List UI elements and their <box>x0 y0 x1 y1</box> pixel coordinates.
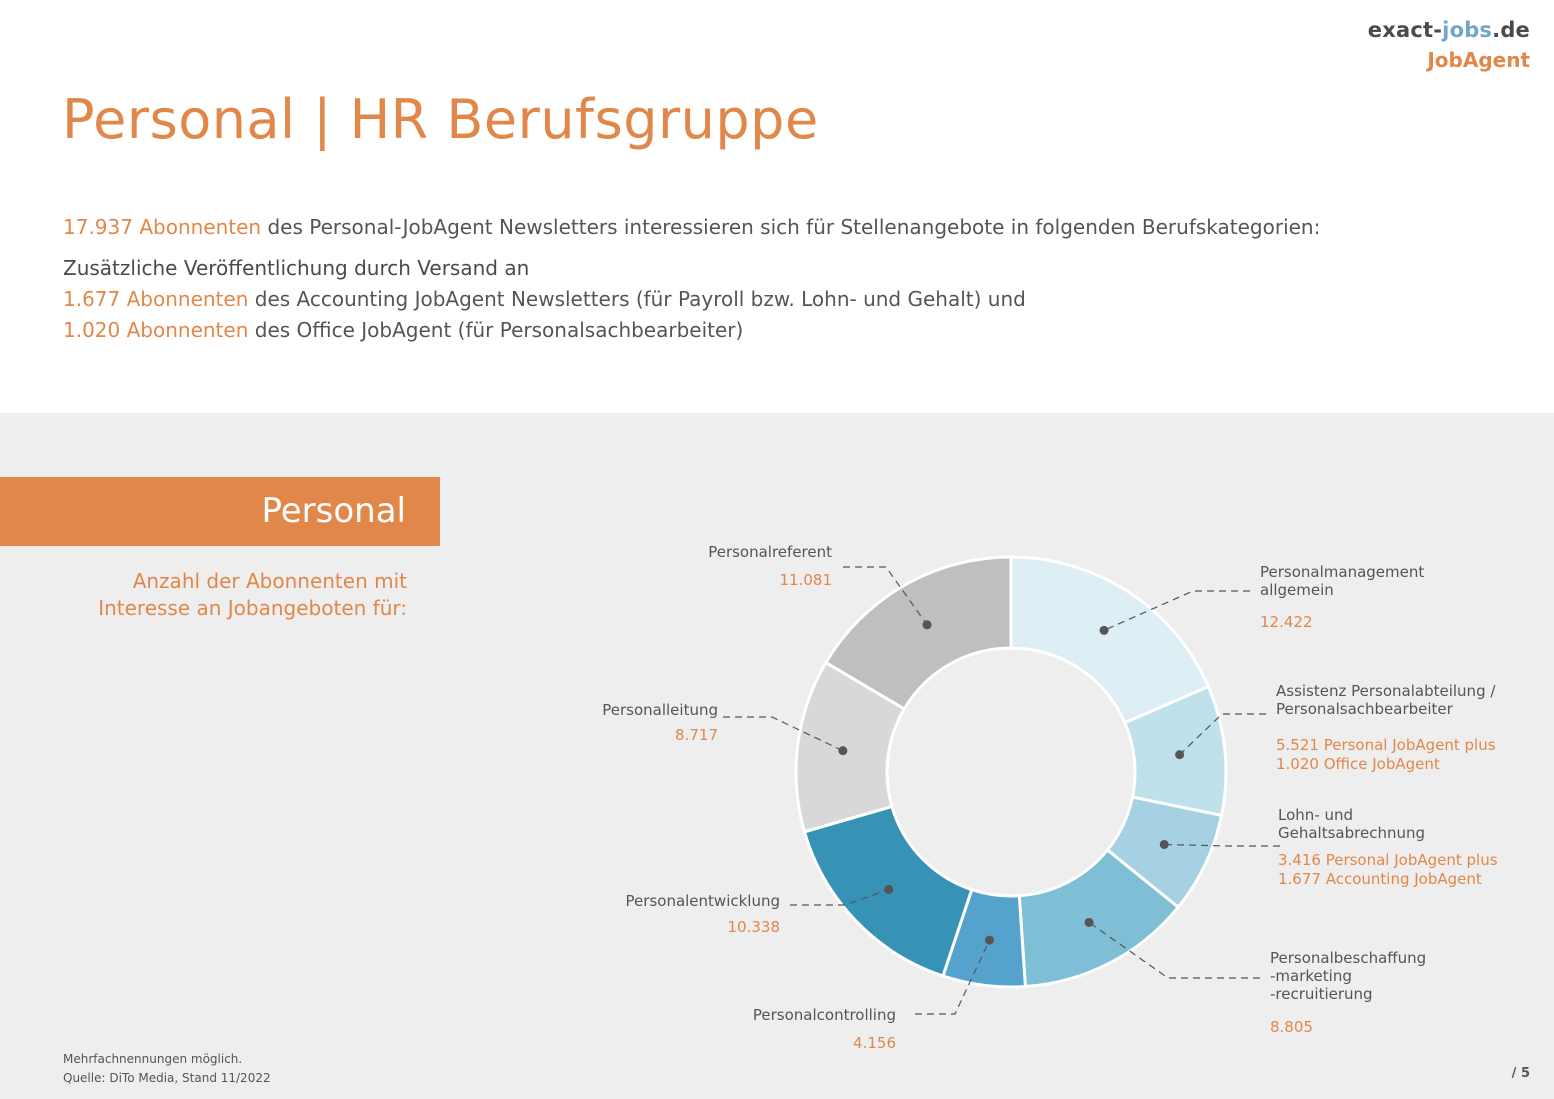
slice-value: 4.156 <box>853 1034 896 1052</box>
logo-part-domain: .de <box>1492 18 1530 42</box>
slice-value: 8.805 <box>1270 1018 1313 1036</box>
footnote-line-1: Mehrfachnennungen möglich. <box>63 1052 243 1066</box>
slice-value: 3.416 Personal JobAgent plus 1.677 Accounting JobAgent <box>1278 851 1498 888</box>
slice-label: Personalbeschaffung -marketing -recruitierung <box>1270 949 1427 1003</box>
intro-rest-3: des Accounting JobAgent Newsletters (für Payroll bzw. Lohn- und Gehalt) und <box>248 287 1026 311</box>
leader-dot <box>985 936 994 945</box>
leader-dot <box>884 885 893 894</box>
section-title: Personal <box>0 477 440 546</box>
slice-value: 10.338 <box>727 918 780 936</box>
slice-value: 5.521 Personal JobAgent plus 1.020 Office JobAgent <box>1276 736 1496 773</box>
slice-label: Lohn- und Gehaltsabrechnung <box>1278 806 1425 842</box>
intro-highlight-4: 1.020 Abonnenten <box>63 318 249 342</box>
logo-part-exact: exact- <box>1367 18 1443 42</box>
slice-label: Personalreferent <box>708 543 832 561</box>
slice-value: 11.081 <box>779 571 832 589</box>
leader-dot <box>1175 750 1184 759</box>
leader-dot <box>923 620 932 629</box>
page-title: Personal | HR Berufsgruppe <box>62 88 819 151</box>
leader-dot <box>838 746 847 755</box>
intro-line-2: Zusätzliche Veröffentlichung durch Versand an <box>63 256 530 280</box>
slice-label: Personalcontrolling <box>752 1006 896 1024</box>
page-number: / 5 <box>1511 1066 1530 1081</box>
leader-dot <box>1160 840 1169 849</box>
intro-rest-4: des Office JobAgent (für Personalsachbearbeiter) <box>248 318 744 342</box>
intro-rest-1: des Personal-JobAgent Newsletters interessieren sich für Stellenangebote in folgenden Berufskategorien: <box>261 215 1321 239</box>
logo-part-jobs: jobs <box>1442 18 1493 42</box>
leader-dot <box>1100 626 1109 635</box>
slice-label: Personalentwicklung <box>625 892 780 910</box>
section-subtitle-line-2: Interesse an Jobangeboten für: <box>98 596 407 620</box>
slice-value: 8.717 <box>675 726 718 744</box>
section-subtitle-line-1: Anzahl der Abonnenten mit <box>132 569 407 593</box>
slice-label: Assistenz Personalabteilung / Personalsachbearbeiter <box>1276 682 1496 718</box>
footnote <box>63 1050 271 1088</box>
logo-subtitle: JobAgent <box>1427 48 1530 72</box>
slice-label: Personalleitung <box>602 701 718 719</box>
slice-label: Personalmanagement allgemein <box>1260 563 1425 599</box>
intro-highlight-3: 1.677 Abonnenten <box>63 287 249 311</box>
intro-highlight-1: 17.937 Abonnenten <box>63 215 262 239</box>
slice-value: 12.422 <box>1260 613 1313 631</box>
footnote-source: Quelle: DiTo Media, Stand 11/2022 <box>63 1071 271 1085</box>
leader-dot <box>1085 918 1094 927</box>
